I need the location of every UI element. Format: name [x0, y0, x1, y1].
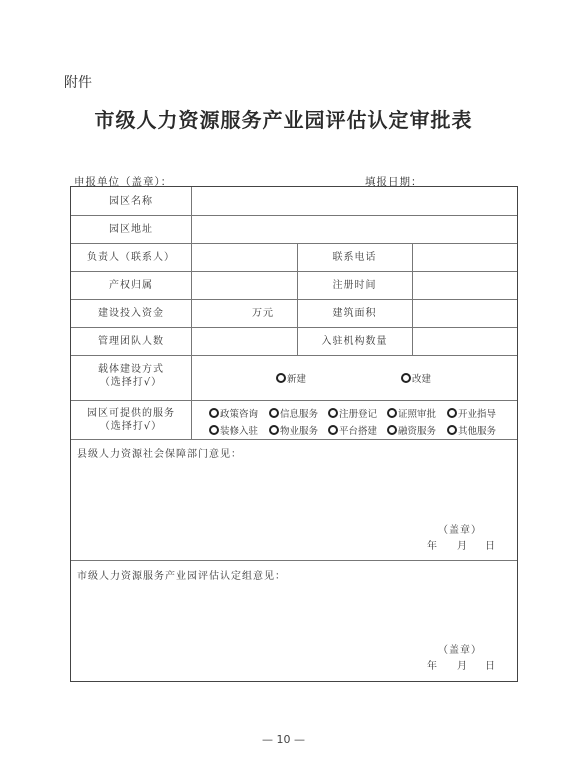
- services-label: [71, 407, 191, 433]
- registration-time-label: 注册时间: [332, 280, 377, 291]
- attachment-label: 附件: [64, 75, 92, 91]
- service-option-label: 政策咨询: [220, 409, 259, 420]
- building-area-field[interactable]: [412, 301, 517, 325]
- city-opinion-label: 市级人力资源服务产业园评估认定组意见：: [77, 571, 286, 582]
- carrier-option-rebuild[interactable]: [401, 371, 431, 385]
- contact-phone-field[interactable]: [412, 245, 517, 269]
- service-option-label: 信息服务: [280, 409, 319, 420]
- park-name-label: 园区名称: [109, 196, 153, 207]
- page-title: 市级人力资源服务产业园评估认定审批表: [94, 108, 473, 132]
- tenant-count-label: 入驻机构数量: [321, 336, 388, 347]
- radio-circle-icon: [447, 425, 457, 435]
- ownership-label: 产权归属: [109, 280, 153, 291]
- fill-date-label: 填报日期：: [365, 176, 423, 188]
- team-size-label: 管理团队人数: [98, 336, 164, 347]
- ownership-field[interactable]: [191, 273, 297, 297]
- county-opinion-label: 县级人力资源社会保障部门意见：: [77, 449, 242, 460]
- park-name-field[interactable]: [191, 189, 517, 213]
- building-area-label: 建筑面积: [332, 308, 377, 319]
- city-month-label: 月: [457, 661, 468, 672]
- service-option-label: 装修入驻: [220, 426, 259, 437]
- service-option-label: 其他服务: [458, 426, 497, 437]
- county-year-label: 年: [427, 541, 438, 552]
- city-seal-label: （盖章）: [438, 645, 482, 656]
- page-number: — 10 —: [262, 733, 305, 746]
- service-option-decoration[interactable]: [209, 423, 258, 437]
- tenant-count-field[interactable]: [412, 329, 517, 353]
- county-day-label: 日: [485, 541, 496, 552]
- person-in-charge-field[interactable]: [191, 245, 297, 269]
- radio-circle-icon: [387, 425, 397, 435]
- radio-circle-icon: [209, 425, 219, 435]
- service-option-label: 注册登记: [339, 409, 378, 420]
- radio-circle-icon: [328, 408, 338, 418]
- service-option-label: 平台搭建: [339, 426, 378, 437]
- radio-circle-icon: [209, 408, 219, 418]
- service-option-label: 物业服务: [280, 426, 319, 437]
- investment-label: 建设投入资金: [98, 308, 164, 319]
- service-option-other[interactable]: [447, 423, 496, 437]
- service-option-label: 证照审批: [398, 409, 437, 420]
- radio-circle-icon: [269, 425, 279, 435]
- team-size-field[interactable]: [191, 329, 297, 353]
- city-day-label: 日: [485, 661, 496, 672]
- carrier-option-rebuild-label: 改建: [412, 374, 432, 385]
- radio-circle-icon: [269, 408, 279, 418]
- investment-unit: 万元: [252, 308, 274, 319]
- service-option-financing[interactable]: [387, 423, 436, 437]
- service-option-license[interactable]: [387, 406, 436, 420]
- service-option-property[interactable]: [269, 423, 318, 437]
- radio-circle-icon: [328, 425, 338, 435]
- carrier-option-new-label: 新建: [287, 374, 307, 385]
- park-address-label: 园区地址: [109, 224, 153, 235]
- park-address-field[interactable]: [191, 217, 517, 241]
- city-opinion-field[interactable]: [75, 583, 513, 639]
- service-option-label: 开业指导: [458, 409, 497, 420]
- radio-circle-icon: [276, 373, 286, 383]
- radio-circle-icon: [447, 408, 457, 418]
- radio-circle-icon: [401, 373, 411, 383]
- approval-form-table: [70, 186, 518, 682]
- carrier-method-hint: （选择打√）: [99, 377, 163, 388]
- services-hint: （选择打√）: [99, 421, 163, 432]
- service-option-label: 融资服务: [398, 426, 437, 437]
- contact-phone-label: 联系电话: [332, 252, 377, 263]
- county-month-label: 月: [457, 541, 468, 552]
- county-seal-label: （盖章）: [438, 525, 482, 536]
- radio-circle-icon: [387, 408, 397, 418]
- service-option-policy[interactable]: [209, 406, 258, 420]
- applicant-unit-label: 申报单位（盖章）：: [74, 176, 173, 188]
- carrier-method-label: [71, 363, 191, 389]
- service-option-opening[interactable]: [447, 406, 496, 420]
- service-option-platform[interactable]: [328, 423, 377, 437]
- person-in-charge-label: 负责人（联系人）: [87, 252, 175, 263]
- carrier-option-new[interactable]: [276, 371, 306, 385]
- services-title: 园区可提供的服务: [87, 408, 175, 419]
- registration-time-field[interactable]: [412, 273, 517, 297]
- service-option-registration[interactable]: [328, 406, 377, 420]
- service-option-info[interactable]: [269, 406, 318, 420]
- city-year-label: 年: [427, 661, 438, 672]
- carrier-method-title: 载体建设方式: [98, 364, 164, 375]
